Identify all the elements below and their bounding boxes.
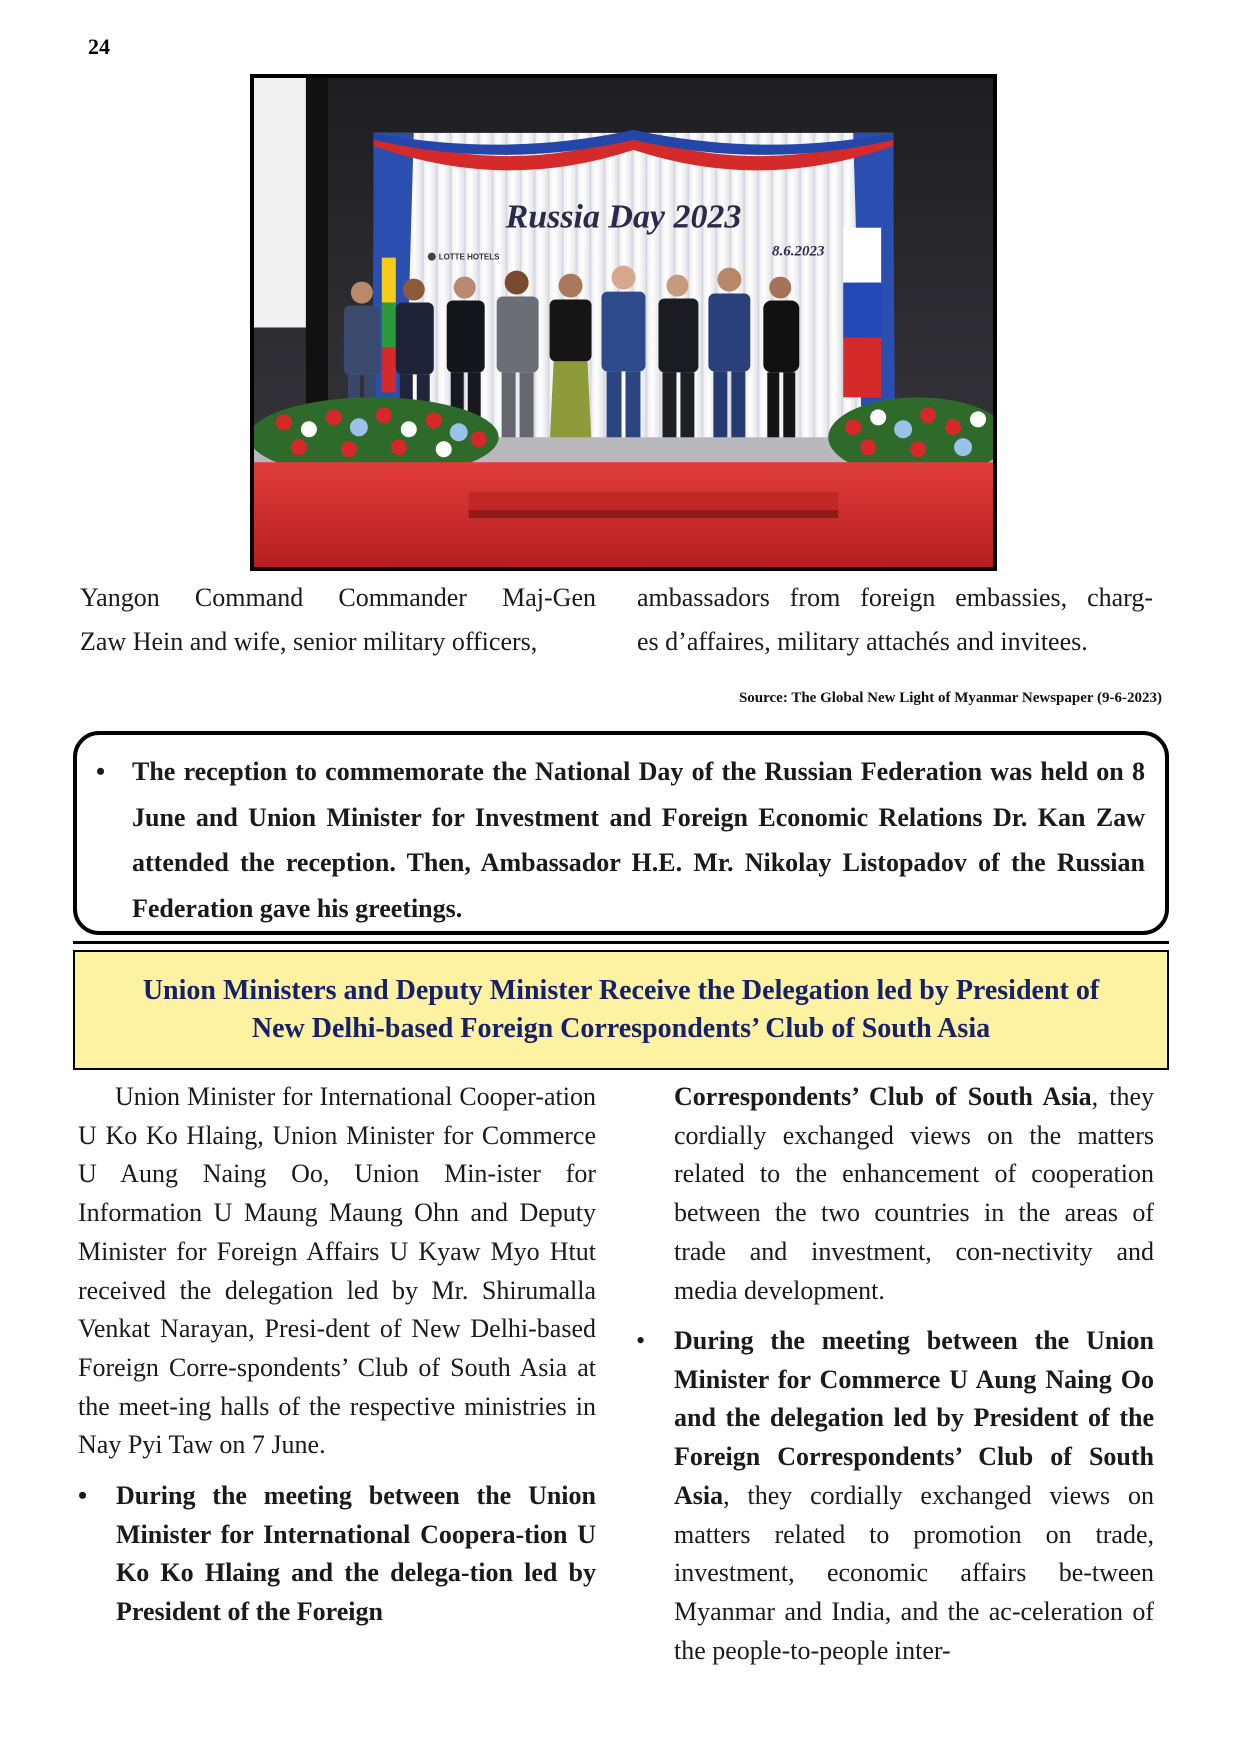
article-bullet-1: • During the meeting between the Union Minister for International Coopera-tion U Ko Ko Hlaing and the delega-tion led by President of the Foreign <box>78 1477 596 1632</box>
highlight-box <box>73 731 1169 935</box>
highlight-bullet: • The reception to commemorate the National Day of the Russian Federation was held on 8 June and Union Minister for Investment and Foreign Economic Relations Dr. Kan Zaw attended the reception. Then, Ambassador H.E. Mr. Nikolay Listopadov of the Russian Federation gave his greetings. <box>132 749 1145 931</box>
section-heading <box>73 950 1169 1070</box>
article-bullet-2-text: , they cordially exchanged views on matters related to promotion on trade, investment, economic affairs be-tween Myanmar and India, and the ac-celeration of the people-to-people inter- <box>674 1480 1154 1665</box>
section-heading-line-2: New Delhi-based Foreign Correspondents’ Club of South Asia <box>251 1013 991 1044</box>
intro-right-column <box>637 576 1153 664</box>
article-right-column <box>674 1078 1154 1310</box>
source-citation: Source: The Global New Light of Myanmar Newspaper (9-6-2023) <box>738 690 1162 706</box>
article-bullet-2 <box>636 1322 1154 1670</box>
article-continuation-text: , they cordially exchanged views on the matters related to the enhancement of cooperation between the two countries in the areas of trade and investment, con-nectivity and media development. <box>674 1082 1155 1305</box>
intro-right-line-1: ambassadors from foreign embassies, charg- <box>637 583 1153 612</box>
event-photo <box>250 74 997 571</box>
article-continuation-bold: Correspondents’ Club of South Asia <box>674 1082 1092 1111</box>
intro-left-line-2: Zaw Hein and wife, senior military officers, <box>80 627 538 656</box>
article-left-column <box>78 1078 596 1632</box>
intro-left-column <box>80 576 596 664</box>
section-heading-text <box>143 972 1099 1048</box>
article-continuation <box>674 1078 1154 1310</box>
page-number: 24 <box>88 34 110 59</box>
divider-rule <box>73 941 1169 944</box>
banner-title: Russia Day 2023 <box>505 198 742 236</box>
hotel-logo: LOTTE HOTELS <box>438 252 500 262</box>
article-lead-paragraph: Union Minister for International Cooper-ation U Ko Ko Hlaing, Union Minister for Commerce U Aung Naing Oo, Union Min-ister for Information U Maung Maung Ohn and Deputy Minister for Foreign Affairs U Kyaw Myo Htut received the delegation led by Mr. Shirumalla Venkat Narayan, Presi-dent of New Delhi-based Foreign Corre-spondents’ Club of South Asia at the meet-ing halls of the respective ministries in Nay Pyi Taw on 7 June. <box>78 1082 596 1460</box>
intro-left-line-1: Yangon Command Commander Maj-Gen <box>80 583 596 612</box>
section-heading-line-1: Union Ministers and Deputy Minister Receive the Delegation led by President of <box>142 975 1100 1006</box>
intro-right-line-2: es d’affaires, military attachés and invitees. <box>637 627 1088 656</box>
banner-date: 8.6.2023 <box>772 243 825 260</box>
article-right-bullet-wrap <box>636 1322 1154 1670</box>
russia-day-photo-illustration <box>254 78 993 567</box>
article-bullet-2-bold: During the meeting between the Union Minister for Commerce U Aung Naing Oo and the delegation led by President of the Foreign Correspondents’ Club of South Asia <box>674 1326 1154 1510</box>
